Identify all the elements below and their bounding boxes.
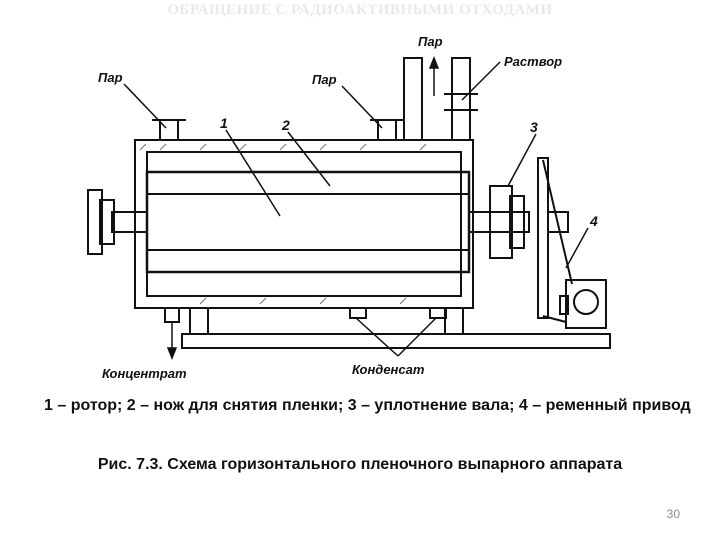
page-header-title: ОБРАЩЕНИЕ С РАДИОАКТИВНЫМИ ОТХОДАМИ xyxy=(167,2,553,18)
label-steam-top: Пар xyxy=(418,34,443,49)
number-2: 2 xyxy=(282,117,290,133)
vapor-outlet-pipe xyxy=(404,58,422,140)
evaporator-inner-wall xyxy=(147,152,461,296)
label-steam-left: Пар xyxy=(98,70,123,85)
figure-caption: Рис. 7.3. Схема горизонтального пленочного выпарного аппарата xyxy=(97,456,623,473)
condensate-nozzle xyxy=(350,308,366,318)
motor xyxy=(566,280,606,328)
left-shaft xyxy=(112,212,147,232)
number-3: 3 xyxy=(530,119,538,135)
heating-jacket xyxy=(135,140,473,308)
solution-inlet-pipe xyxy=(452,58,470,140)
concentrate-outlet xyxy=(165,308,179,322)
number-4: 4 xyxy=(590,213,598,229)
rotor xyxy=(147,172,469,272)
shaft-seal xyxy=(490,186,512,258)
label-condensate: Конденсат xyxy=(352,362,425,377)
label-steam-middle: Пар xyxy=(312,72,337,87)
right-shaft xyxy=(469,212,529,232)
figure-legend: 1 – ротор; 2 – нож для снятия пленки; 3 – уплотнение вала; 4 – ременный привод xyxy=(44,397,691,414)
label-solution: Раствор xyxy=(504,54,563,69)
pulley xyxy=(538,158,548,318)
condensate-nozzle xyxy=(430,308,446,318)
page-number: 30 xyxy=(666,507,680,521)
base-frame xyxy=(182,334,610,348)
label-concentrate: Концентрат xyxy=(102,366,187,381)
number-1: 1 xyxy=(220,115,228,131)
